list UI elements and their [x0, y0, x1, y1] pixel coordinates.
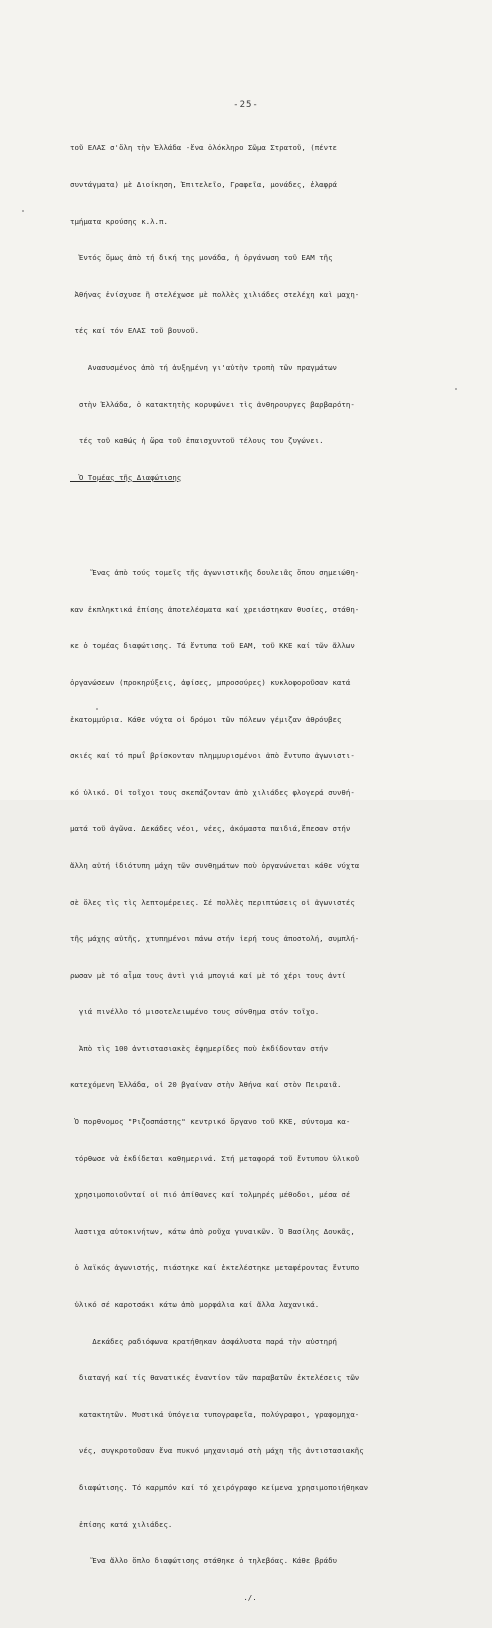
page-number: -25-: [233, 100, 259, 110]
text-line: Ανασυσμένος ἀπὸ τή ἀυξημένη γι'αὐτὴν τροπὴ τῶν πραγμάτων: [70, 362, 337, 372]
text-line: ἑκατομμύρια. Κάθε νύχτα οἱ δρόμοι τῶν πόλεων γέμιζαν ἀθρόυβες: [70, 714, 342, 724]
text-line: ρωσαν μὲ τό αἷμα τους ἀντὶ γιά μπογιά καί μὲ τό χέρι τους ἀντί: [70, 970, 346, 980]
paper-speck: [455, 388, 457, 390]
text-line: Ἀπὸ τὶς 100 ἀντιστασιακὲς ἐφημερίδες ποὺ ἐκδίδονταν στήν: [70, 1043, 329, 1053]
paper-speck: [96, 708, 98, 710]
text-line: ὁ λαϊκός ἀγωνιστής, πιάστηκε καί ἐκτελέστηκε μεταφέροντας ἔντυπο: [70, 1263, 360, 1273]
text-line: ματά τοῦ ἀγῶνα. Δεκάδες νέοι, νέες, ἀκόμαστα παιδιά,ἔπεσαν στήν: [70, 824, 351, 834]
text-line: κατεχόμενη Ἑλλάδα, οἱ 20 βγαίναν στὴν Ἀθήνα καί στὸν Πειραιᾶ.: [70, 1080, 342, 1090]
text-line: ὑλικό σέ καροτσάκι κάτω ἀπὸ μορφάλια καί ἄλλα λαχανικά.: [70, 1300, 320, 1310]
text-line: λαστιχα αὐτοκινήτων, κάτω ἀπὸ ροῦχα γυναικῶν. Ὁ Βασίλης Δουκᾶς,: [70, 1226, 355, 1236]
text-line: διαφώτισης. Τό καρμπόν καί τό χειρόγραφο κείμενα χρησιμοποιήθηκαν: [70, 1483, 369, 1492]
text-line: νές, συγκροτοῦσαν ἕνα πυκνό μηχανισμό στὴ μάχη τῆς ἀντιστασιακῆς: [70, 1446, 364, 1456]
text-line: Ἕνα ἄλλο ὅπλο διαφώτισης στάθηκε ὁ τηλεβόας. Κάθε βράδυ: [70, 1556, 337, 1566]
text-line: κό ὑλικό. Οἱ τοῖχοι τους σκεπάζονταν ἀπὸ χιλιάδες φλογερά συνθή-: [70, 787, 355, 797]
text-line: Ἕνας ἀπὸ τούς τομεῖς τῆς ἀγωνιστικῆς δουλειᾶς ὅπου σημειώθη-: [70, 568, 360, 578]
document-body: [70, 118, 430, 1628]
continuation-mark: ./.: [243, 1592, 257, 1602]
text-line: Ὁ πορθνομος "Ριζοσπάστης" κεντρικό ὄργανο τοῦ ΚΚΕ, σύντομα κα-: [70, 1117, 351, 1127]
text-line: σκιές καί τό πρωΐ βρίσκονταν πλημμυρισμένοι ἀπὸ ἔντυπο ἀγωνιστι-: [70, 751, 355, 761]
text-line: τές τοῦ καθώς ἡ ὥρα τοῦ ἐπαισχυντοῦ τέλους του ζυγώνει.: [70, 436, 324, 446]
text-line: ὀργανώσεων (προκηρύξεις, ἀφίσες, μπροσούρες) κυκλοφοροῦσαν κατά: [70, 677, 351, 687]
paragraph-gap: [70, 521, 430, 531]
text-line: καν ἐκπληκτικά ἐπίσης ἀποτελέσματα καί χρειάστηκαν θυσίες, στάθη-: [70, 604, 360, 614]
text-line: ἐπίσης κατά χιλιάδες.: [70, 1519, 173, 1529]
text-line: γιά πινέλλο τό μισοτελειωμένο τους σύνθημα στόν τοῖχο.: [70, 1007, 320, 1017]
text-line: διαταγή καί τίς θανατικές ἐναντίον τῶν παραβατῶν ἐκτελέσεις τῶν: [70, 1373, 360, 1383]
text-line: κατακτητῶν. Μυστικά ὑπόγεια τυπογραφεῖα, πολύγραφοι, γραφομηχα-: [70, 1409, 360, 1419]
text-line: τόρθωσε νὰ ἐκδίδεται καθημερινά. Στή μεταφορά τοῦ ἔντυπου ὑλικοῦ: [70, 1153, 360, 1163]
text-line: ἄλλη αὐτή ἰδιότυπη μάχη τῶν συνθημάτων ποὺ ὀργανώνεται κάθε νύχτα: [70, 860, 360, 870]
text-line: τές καί τόν ΕΛΑΣ τοῦ βουνοῦ.: [70, 326, 200, 336]
text-line: στὴν Ἑλλάδα, ὁ κατακτητὴς κορυφώνει τὶς ἀνθηρουργες βαρβαρότη-: [70, 399, 355, 409]
text-line: Ἐντός ὅμως ἀπὸ τή δική της μονάδα, ἡ ὀργάνωση τοῦ ΕΑΜ τῆς: [70, 253, 333, 263]
text-line: συντάγματα) μὲ Διοίκηση, Ἐπιτελεῖο, Γραφεῖα, μονάδες, ἐλαφρά: [70, 180, 337, 189]
text-line: σὲ ὅλες τὶς τὶς λεπτομέρειες. Σέ πολλὲς περιπτώσεις οἱ ἀγωνιστές: [70, 897, 355, 907]
text-line: τμήματα κρούσης κ.λ.π.: [70, 216, 168, 226]
text-line: τοῦ ΕΛΑΣ σ'ὅλη τὴν Ἑλλάδα -ἕνα ὁλόκληρο Σῶμα Στρατοῦ, (πέντε: [70, 143, 337, 153]
text-line: τῆς μάχης αὐτῆς, χτυπημένοι πάνω στήν ἱερή τους ἀποστολή, συμπλή-: [70, 934, 360, 944]
text-line: Ἀθήνας ἐνίσχυσε ἢ στελέχωσε μὲ πολλὲς χιλιάδες στελέχη καὶ μαχη-: [70, 289, 360, 299]
section-heading: Ὁ Τομέας τῆς Διαφώτισης: [70, 472, 182, 482]
text-line: κε ὁ τομέας διαφώτισης. Τά ἔντυπα τοῦ ΕΑΜ, τοῦ ΚΚΕ καί τῶν ἄλλων: [70, 641, 355, 651]
text-line: χρησιμοποιοῦνταί οἱ πιό ἀπίθανες καί τολμηρές μέθοδοι, μέσα σέ: [70, 1190, 351, 1200]
text-line: Δεκάδες ραδιόφωνα κρατήθηκαν ἀσφάλυστα παρά τὴν αὐστηρή: [70, 1336, 337, 1346]
paper-speck: [22, 210, 24, 212]
